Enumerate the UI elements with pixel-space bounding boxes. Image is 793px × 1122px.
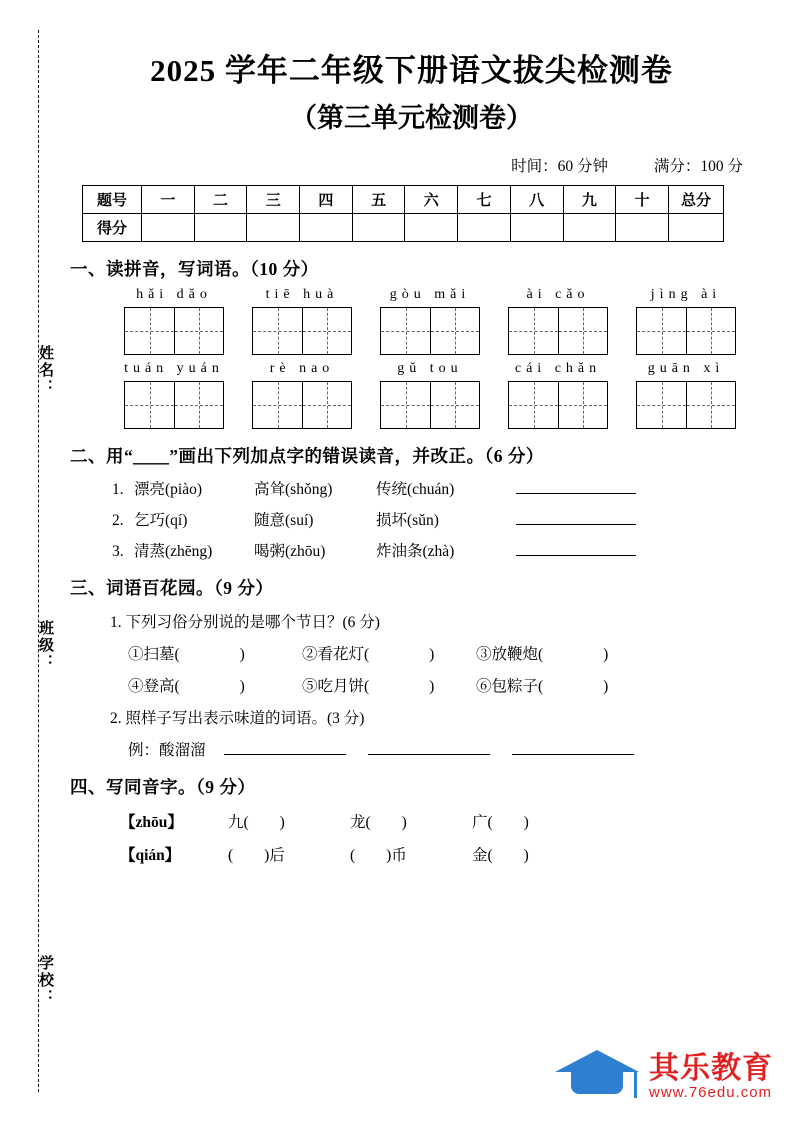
custom-item: ④登高( ): [128, 678, 245, 695]
score-blank-7[interactable]: [510, 214, 563, 242]
score-col-2: 三: [247, 186, 300, 214]
score-col-9: 十: [616, 186, 669, 214]
pinyin-text: guān xì: [647, 361, 725, 376]
score-blank-4[interactable]: [352, 214, 405, 242]
side-label-group: [22, 0, 56, 1122]
watermark-text: [649, 1052, 773, 1102]
section-2-heading: 二、用“＿＿”画出下列加点字的错误读音，并改正。（6 分）: [70, 446, 544, 466]
pinyin-item: [112, 287, 236, 355]
homophone-item[interactable]: ( )币: [350, 847, 407, 864]
pinyin-item: [496, 287, 620, 355]
exam-time: 时间：60 分钟: [511, 158, 608, 175]
answer-blank[interactable]: [512, 740, 634, 755]
custom-item: ①扫墓( ): [128, 646, 245, 663]
tianzige-box[interactable]: [124, 381, 224, 429]
section-3-sub-question-2: 2. 照样子写出表示味道的词语。(3 分): [110, 710, 365, 727]
custom-item: ⑥包粽子( ): [476, 678, 609, 695]
homophone-row: [70, 810, 753, 832]
homophone-item[interactable]: ( )后: [228, 847, 285, 864]
pinyin-text: jìng ài: [650, 287, 722, 302]
pinyin-text: tiē huà: [265, 287, 339, 302]
exam-full-score: 满分：100 分: [653, 158, 743, 175]
question-word: 清蒸(zhēng): [134, 543, 213, 560]
pinyin-item: [496, 361, 620, 429]
watermark-brand-name: 其乐教育: [649, 1052, 773, 1086]
answer-blank[interactable]: [516, 510, 636, 525]
custom-label: ⑥包粽子(: [476, 678, 544, 695]
homophone-item[interactable]: 广( ): [472, 814, 529, 831]
custom-item: ⑤吃月饼( ): [302, 678, 435, 695]
pinyin-text: tuán yuán: [124, 361, 224, 376]
tianzige-box[interactable]: [380, 307, 480, 355]
section-4-heading: 四、写同音字。（9 分）: [70, 777, 256, 797]
custom-row-2: [70, 674, 753, 696]
homophone-item[interactable]: 金( ): [472, 847, 529, 864]
score-blank-6[interactable]: [458, 214, 511, 242]
question-number: 1.: [112, 481, 124, 498]
pinyin-item: [112, 361, 236, 429]
section-1-body: [70, 287, 753, 429]
tianzige-box[interactable]: [636, 381, 736, 429]
score-col-1: 二: [194, 186, 247, 214]
answer-blank[interactable]: [368, 740, 490, 755]
custom-label: ④登高(: [128, 678, 180, 695]
exam-meta: [70, 154, 753, 176]
graduation-cap-icon: [551, 1046, 643, 1108]
pinyin-text: ài cǎo: [526, 287, 590, 302]
score-col-5: 六: [405, 186, 458, 214]
watermark-url: www.76edu.com: [649, 1084, 773, 1102]
tianzige-box[interactable]: [380, 381, 480, 429]
question-word: 喝粥(zhōu): [254, 543, 326, 560]
homophone-item[interactable]: 龙( ): [350, 814, 407, 831]
tianzige-box[interactable]: [636, 307, 736, 355]
watermark-logo: [551, 1046, 773, 1108]
question-number: 3.: [112, 543, 124, 560]
pinyin-row-2: [70, 361, 753, 429]
homophone-item[interactable]: 九( ): [228, 814, 285, 831]
pinyin-row-1: [70, 287, 753, 355]
question-line: [70, 539, 753, 561]
score-blank-5[interactable]: [405, 214, 458, 242]
question-word: 炸油条(zhà): [376, 543, 455, 560]
answer-blank[interactable]: [224, 740, 346, 755]
section-4-body: [70, 810, 753, 865]
question-line: [70, 477, 753, 499]
tianzige-box[interactable]: [508, 307, 608, 355]
pinyin-text: gǔ tou: [397, 361, 463, 376]
tianzige-box[interactable]: [124, 307, 224, 355]
pinyin-text: rè nao: [269, 361, 335, 376]
homophone-pinyin-label: 【qián】: [120, 847, 181, 864]
pinyin-item: [240, 361, 364, 429]
question-word: 高耸(shǒng): [254, 481, 333, 498]
score-col-7: 八: [510, 186, 563, 214]
question-word: 乞巧(qí): [134, 512, 188, 529]
section-3-heading: 三、词语百花园。（9 分）: [70, 578, 274, 598]
custom-label: ③放鞭炮(: [476, 646, 544, 663]
tianzige-box[interactable]: [252, 307, 352, 355]
custom-row-1: [70, 642, 753, 664]
custom-item: ②看花灯( ): [302, 646, 435, 663]
question-word: 漂亮(piào): [134, 481, 203, 498]
section-1-heading: 一、读拼音，写词语。（10 分）: [70, 259, 319, 279]
score-blank-1[interactable]: [194, 214, 247, 242]
score-col-3: 四: [300, 186, 353, 214]
custom-label: ②看花灯(: [302, 646, 370, 663]
section-3-body: [70, 610, 753, 760]
question-word: 损坏(sǔn): [376, 512, 439, 529]
pinyin-item: [368, 287, 492, 355]
pinyin-item: [624, 287, 748, 355]
score-col-total: 总分: [669, 186, 724, 214]
side-label-school: 学校：: [37, 955, 53, 1006]
pinyin-text: hǎi dǎo: [136, 287, 212, 302]
question-word: 传统(chuán): [376, 481, 455, 498]
question-word: 随意(suí): [254, 512, 314, 529]
score-blank-9[interactable]: [616, 214, 669, 242]
score-row-label-1: 得分: [83, 214, 142, 242]
score-blank-total[interactable]: [669, 214, 724, 242]
table-row-scores: [83, 214, 724, 242]
score-col-6: 七: [458, 186, 511, 214]
section-2-body: [70, 477, 753, 561]
question-number: 2.: [112, 512, 124, 529]
score-blank-3[interactable]: [300, 214, 353, 242]
score-col-4: 五: [352, 186, 405, 214]
pinyin-item: [624, 361, 748, 429]
pinyin-item: [368, 361, 492, 429]
example-row: [70, 738, 753, 760]
pinyin-text: gòu mǎi: [389, 287, 471, 302]
side-label-name: 姓名：: [37, 345, 53, 396]
homophone-pinyin-label: 【zhōu】: [120, 814, 183, 831]
score-col-8: 九: [563, 186, 616, 214]
pinyin-text: cái chǎn: [514, 361, 602, 376]
question-line: [70, 508, 753, 530]
answer-blank[interactable]: [516, 479, 636, 494]
tianzige-box[interactable]: [252, 381, 352, 429]
score-blank-0[interactable]: [142, 214, 195, 242]
answer-blank[interactable]: [516, 541, 636, 556]
custom-item: ③放鞭炮( ): [476, 646, 609, 663]
score-blank-8[interactable]: [563, 214, 616, 242]
page-subtitle: （第三单元检测卷）: [290, 103, 533, 133]
side-label-class: 班级：: [37, 620, 53, 671]
score-blank-2[interactable]: [247, 214, 300, 242]
pinyin-item: [240, 287, 364, 355]
section-3-sub-question-1: 1. 下列习俗分别说的是哪个节日？(6 分): [110, 614, 380, 631]
paper-content: [70, 48, 753, 865]
score-row-label-0: 题号: [83, 186, 142, 214]
score-col-0: 一: [142, 186, 195, 214]
tianzige-box[interactable]: [508, 381, 608, 429]
custom-label: ⑤吃月饼(: [302, 678, 370, 695]
table-row-question-numbers: [83, 186, 724, 214]
page-title: 2025 学年二年级下册语文拔尖检测卷: [150, 53, 673, 88]
score-table: [82, 185, 724, 242]
custom-label: ①扫墓(: [128, 646, 180, 663]
example-label: 例：酸溜溜: [128, 742, 206, 759]
homophone-row: [70, 843, 753, 865]
